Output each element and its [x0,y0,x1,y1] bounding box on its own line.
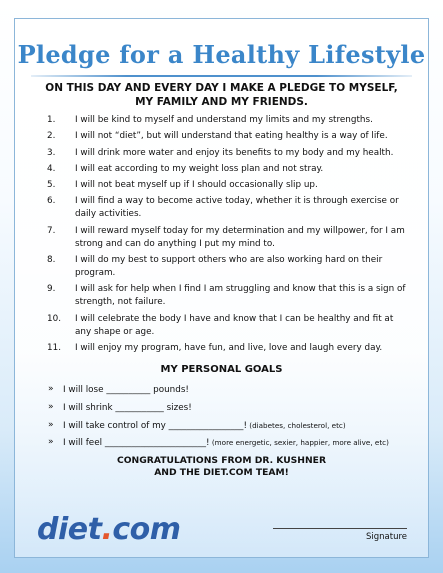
goal-item [15,383,430,397]
pledge-number: 7. [47,225,56,236]
congratulations-message [15,455,428,479]
pledge-sheet [14,18,429,558]
pledge-number: 8. [47,255,56,266]
pledge-text: I will drink more water and enjoy its benefits to my body and my health. [75,147,394,158]
pledge-number: 5. [47,180,56,191]
pledge-text: I will do my best to support others who are also working hard on their program. [75,255,383,279]
pledge-list [15,114,430,358]
pledge-number: 11. [47,342,61,353]
pledge-number: 9. [47,284,56,295]
pledge-number: 1. [47,115,56,125]
intro-statement [15,81,428,109]
signature-line [273,528,407,529]
goal-bullet: » [48,401,54,412]
pledge-text: I will find a way to become active today, whether it is through exercise or daily activities. [75,196,399,220]
pledge-text: I will not “diet”, but will understand that eating healthy is a way of life. [75,131,388,142]
pledge-number: 2. [47,131,56,142]
goal-bullet: » [48,437,54,448]
pledge-text: I will enjoy my program, have fun, and live, love and laugh every day. [75,342,383,353]
goal-item [15,436,430,450]
logo-word-com: com [112,512,181,547]
pledge-text: I will eat according to my weight loss plan and not stray. [75,163,324,174]
logo-dot: . [101,512,113,547]
pledge-item [15,342,430,355]
goal-item [15,419,430,433]
pledge-item [15,313,430,339]
pledge-item [15,283,430,309]
pledge-number: 6. [47,196,56,207]
goal-note: (more energetic, sexier, happier, more alive, etc) [209,438,389,448]
pledge-text: I will ask for help when I find I am struggling and know that this is a sign of strength, not failure. [75,284,406,308]
pledge-text: I will not beat myself up if I should occasionally slip up. [75,180,318,191]
pledge-text: I will reward myself today for my determination and my willpower, for I am strong and can do anything I put my mind to. [75,225,405,249]
pledge-number: 10. [47,313,61,324]
pledge-item [15,147,430,160]
logo-word-diet: diet [37,512,102,547]
intro-line-2: MY FAMILY AND MY FRIENDS. [135,96,308,108]
goals-list [15,383,430,454]
congrats-line-2: AND THE DIET.COM TEAM! [154,467,289,478]
goal-text: I will feel _______________________! [63,438,210,449]
pledge-text: I will be kind to myself and understand my limits and my strengths. [75,115,373,125]
signature-label: Signature [365,532,407,542]
pledge-text: I will celebrate the body I have and know that I can be healthy and fit at any shape or age. [75,313,394,337]
pledge-item [15,225,430,251]
pledge-item [15,254,430,280]
pledge-item [15,114,430,127]
goal-text: I will lose __________ pounds! [63,385,189,395]
intro-line-1: ON THIS DAY AND EVERY DAY I MAKE A PLEDGE TO MYSELF, [45,82,398,94]
pledge-item [15,179,430,192]
pledge-number: 4. [47,163,56,174]
goal-text: I will shrink ___________ sizes! [63,402,192,413]
page-title: Pledge for a Healthy Lifestyle [17,40,426,69]
goal-text: I will take control of my _________________! [63,420,247,431]
congrats-line-1: CONGRATULATIONS FROM DR. KUSHNER [116,455,327,466]
goals-heading: MY PERSONAL GOALS [160,364,283,375]
goal-note: (diabetes, cholesterol, etc) [246,420,346,430]
pledge-item [15,163,430,176]
goal-bullet: » [48,419,54,430]
goal-bullet: » [48,384,54,394]
pledge-item [15,130,430,143]
goal-item [15,401,430,415]
pledge-number: 3. [47,147,56,158]
title-divider [31,75,412,77]
pledge-item [15,195,430,221]
diet-com-logo [37,512,181,547]
